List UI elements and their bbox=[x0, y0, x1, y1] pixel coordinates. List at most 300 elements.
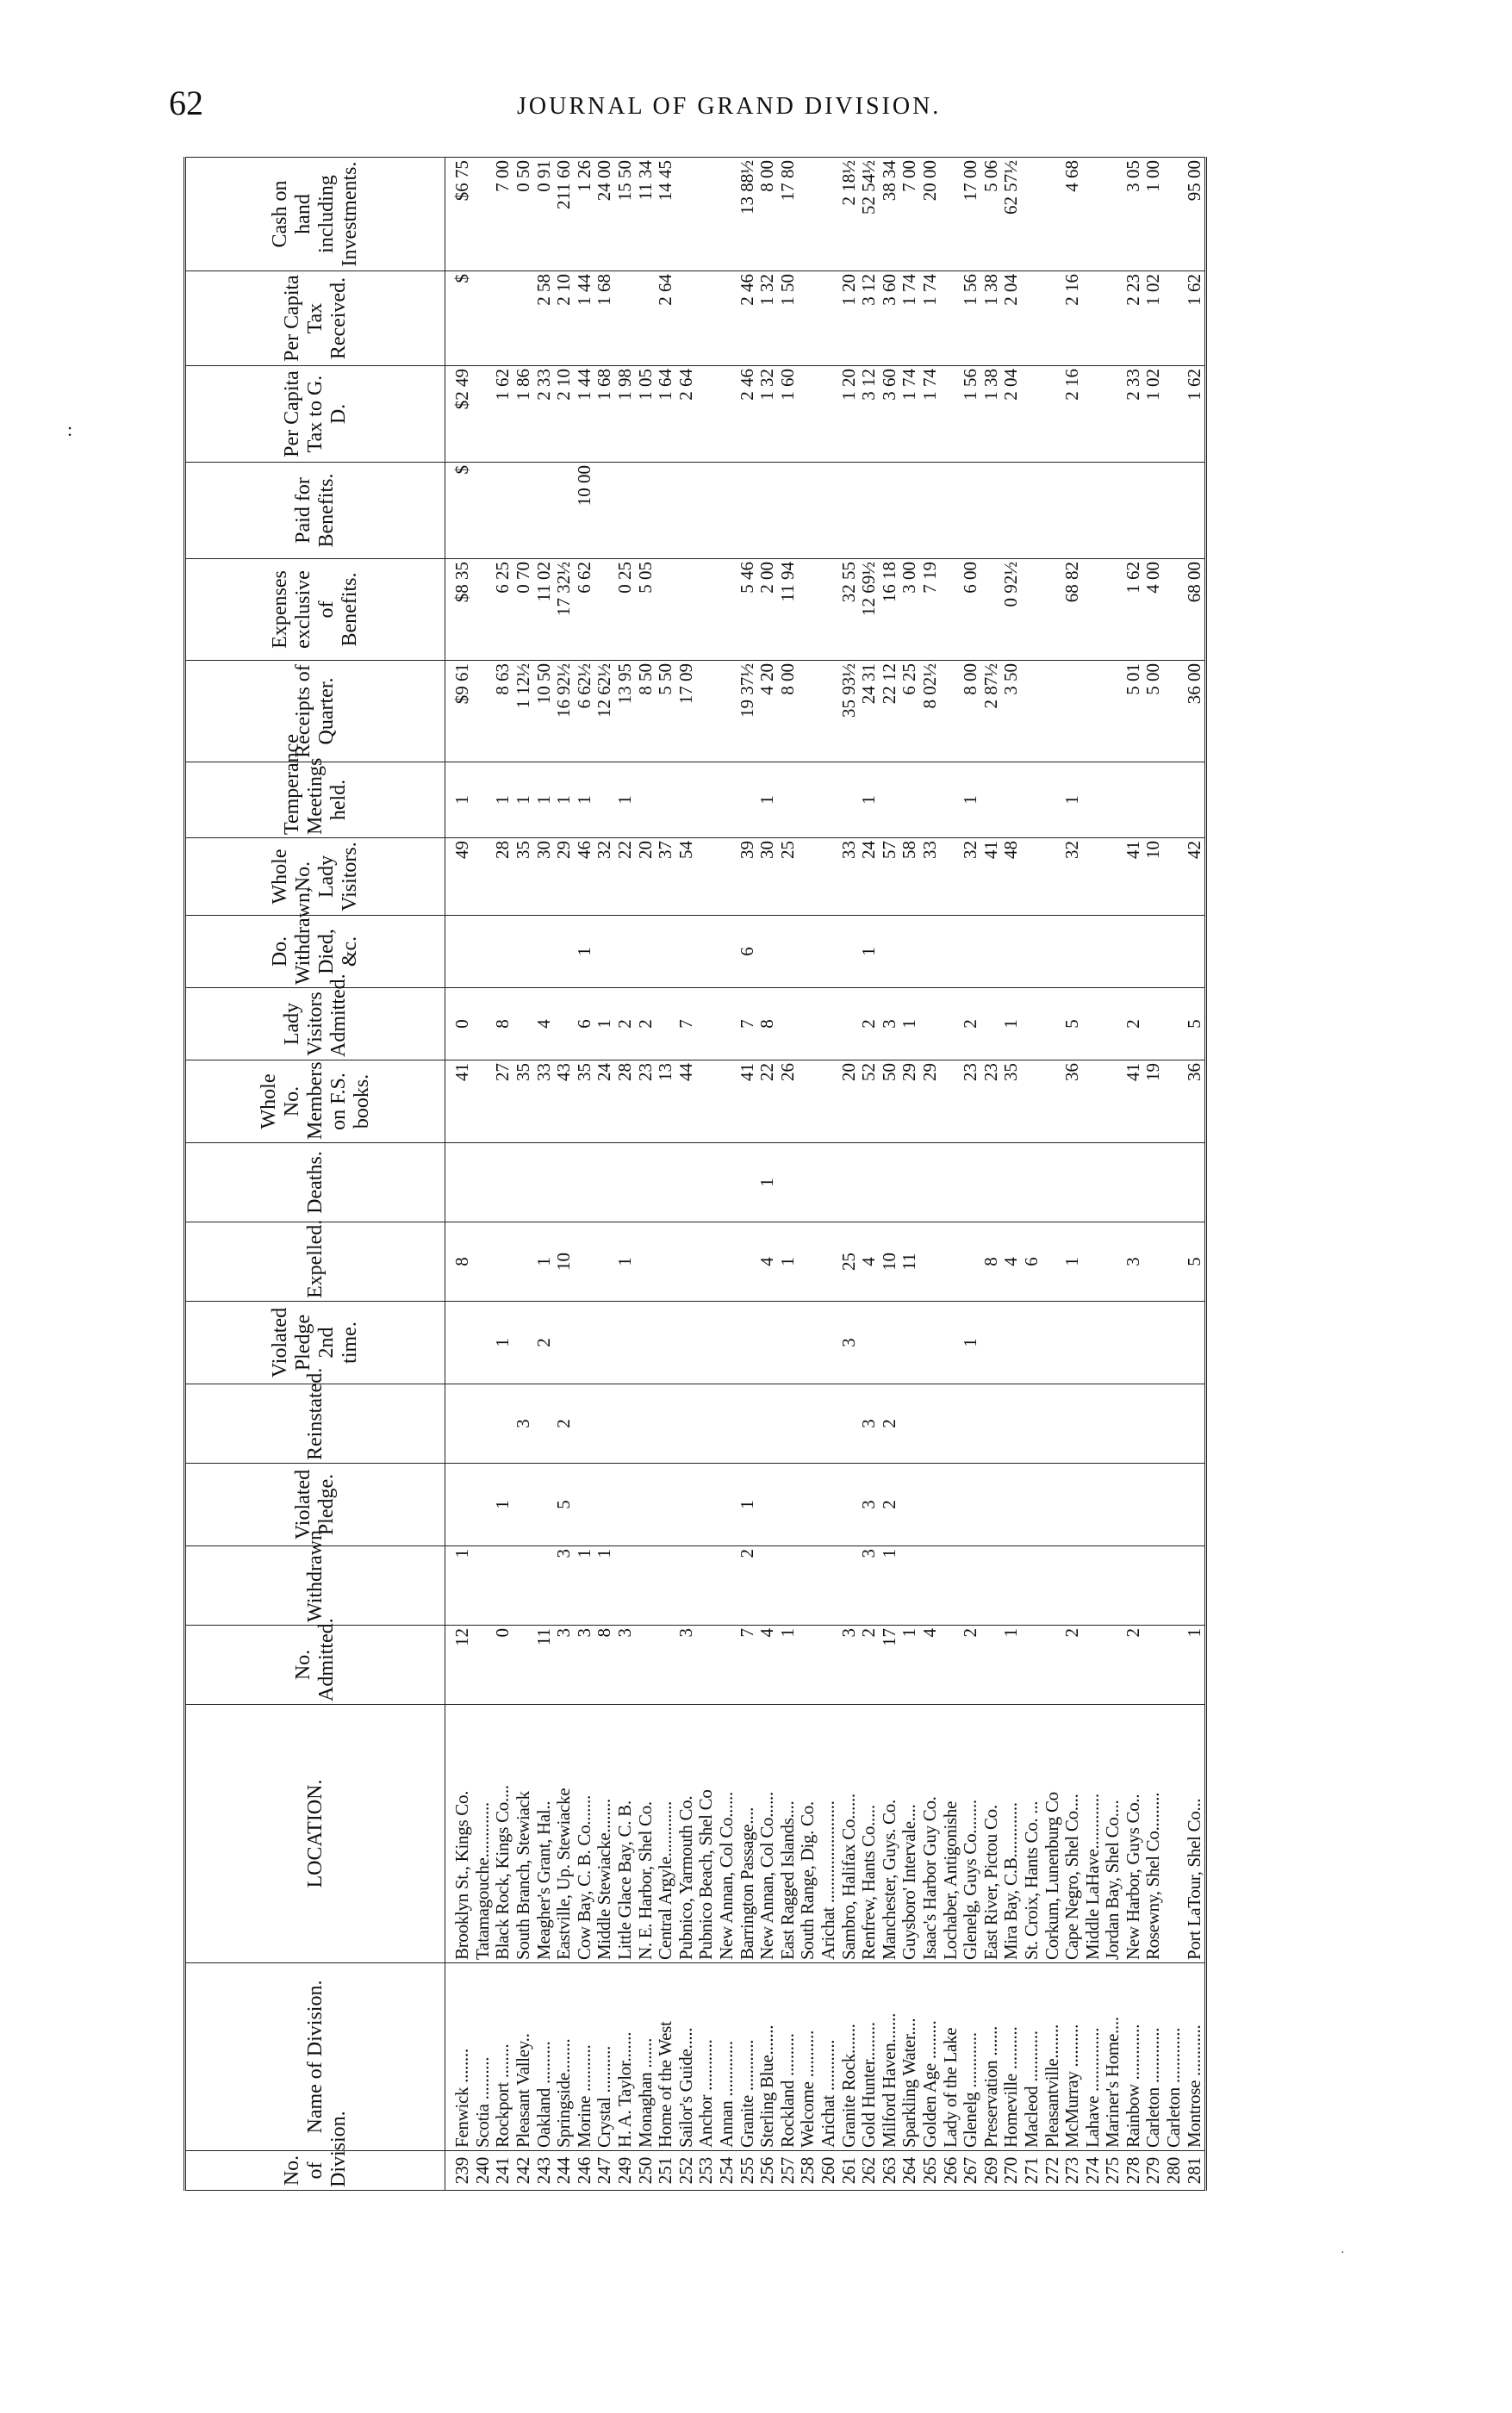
cell-violated2 bbox=[778, 1302, 799, 1384]
cell-members: 41 bbox=[1123, 1060, 1144, 1143]
cell-no: 272 bbox=[1042, 2151, 1062, 2191]
cell-no: 258 bbox=[798, 2151, 818, 2191]
cell-lady-withdrawn bbox=[1001, 916, 1022, 988]
cell-benefits bbox=[961, 463, 981, 559]
table-row bbox=[445, 158, 473, 2191]
cell-per-capita-gd: 1 62 bbox=[493, 366, 513, 463]
cell-members: 41 bbox=[737, 1060, 757, 1143]
cell-deaths bbox=[513, 1143, 534, 1222]
cell-benefits bbox=[1022, 463, 1042, 559]
cell-members bbox=[1042, 1060, 1062, 1143]
cell-no: 253 bbox=[696, 2151, 717, 2191]
cell-per-capita-recv bbox=[1022, 271, 1042, 366]
cell-per-capita-recv: 2 23 bbox=[1123, 271, 1144, 366]
table-row bbox=[818, 158, 839, 2191]
header-per-capita-gd: Per Capita Tax to G. D. bbox=[185, 366, 445, 463]
cell-per-capita-gd: 1 98 bbox=[615, 366, 636, 463]
cell-name: Monaghan ....... bbox=[635, 1963, 656, 2151]
cell-temperance bbox=[899, 762, 920, 838]
cell-benefits bbox=[554, 463, 575, 559]
cell-deaths bbox=[879, 1143, 899, 1222]
cell-receipts bbox=[1042, 661, 1062, 762]
cell-violated2 bbox=[473, 1302, 494, 1384]
cell-receipts bbox=[1022, 661, 1042, 762]
cell-deaths bbox=[445, 1143, 473, 1222]
cell-lady-withdrawn bbox=[818, 916, 839, 988]
cell-receipts: 3 50 bbox=[1001, 661, 1022, 762]
cell-deaths bbox=[838, 1143, 859, 1222]
cell-name: Rockport ........ bbox=[493, 1963, 513, 2151]
cell-temperance bbox=[696, 762, 717, 838]
cell-per-capita-gd: 1 62 bbox=[1184, 366, 1205, 463]
header-violated: Violated Pledge. bbox=[185, 1464, 445, 1546]
cell-withdrawn bbox=[818, 1546, 839, 1626]
header-cash: Cash on hand including Investments. bbox=[185, 158, 445, 271]
cell-per-capita-recv: 3 12 bbox=[859, 271, 880, 366]
cell-lady-visitors bbox=[1042, 838, 1062, 916]
cell-cash: 24 00 bbox=[594, 158, 615, 271]
cell-expenses bbox=[696, 559, 717, 661]
cell-temperance bbox=[676, 762, 697, 838]
cell-deaths bbox=[818, 1143, 839, 1222]
cell-location: Pubnico Beach, Shel Co bbox=[696, 1705, 717, 1963]
cell-expelled: 1 bbox=[533, 1222, 554, 1302]
cell-reinstated bbox=[920, 1384, 941, 1464]
cell-violated bbox=[920, 1464, 941, 1546]
table-row bbox=[1123, 158, 1144, 2191]
cell-reinstated bbox=[737, 1384, 757, 1464]
cell-benefits bbox=[1164, 463, 1185, 559]
cell-withdrawn bbox=[1123, 1546, 1144, 1626]
cell-deaths bbox=[1164, 1143, 1185, 1222]
cell-lady-admitted bbox=[1103, 988, 1123, 1060]
cell-lady-admitted bbox=[920, 988, 941, 1060]
cell-temperance: 1 bbox=[533, 762, 554, 838]
cell-violated2 bbox=[1001, 1302, 1022, 1384]
cell-no: 279 bbox=[1143, 2151, 1164, 2191]
cell-expenses: 11 94 bbox=[778, 559, 799, 661]
cell-lady-admitted bbox=[1022, 988, 1042, 1060]
cell-no: 242 bbox=[513, 2151, 534, 2191]
cell-receipts: 10 50 bbox=[533, 661, 554, 762]
cell-per-capita-gd bbox=[1082, 366, 1103, 463]
cell-receipts: 17 09 bbox=[676, 661, 697, 762]
cell-members: 24 bbox=[594, 1060, 615, 1143]
header-per-capita-recv: Per Capita Tax Received. bbox=[185, 271, 445, 366]
cell-reinstated bbox=[473, 1384, 494, 1464]
cell-violated2 bbox=[757, 1302, 778, 1384]
table-row bbox=[493, 158, 513, 2191]
cell-per-capita-gd: 1 32 bbox=[757, 366, 778, 463]
cell-benefits bbox=[1103, 463, 1123, 559]
header-reinstated: Reinstated. bbox=[185, 1384, 445, 1464]
cell-violated2 bbox=[1103, 1302, 1123, 1384]
cell-per-capita-recv bbox=[473, 271, 494, 366]
cell-withdrawn bbox=[717, 1546, 737, 1626]
cell-per-capita-gd: 3 60 bbox=[879, 366, 899, 463]
cell-expenses bbox=[798, 559, 818, 661]
cell-no: 257 bbox=[778, 2151, 799, 2191]
cell-violated bbox=[1103, 1464, 1123, 1546]
cell-violated2 bbox=[920, 1302, 941, 1384]
table-row bbox=[940, 158, 961, 2191]
cell-cash bbox=[717, 158, 737, 271]
cell-receipts bbox=[696, 661, 717, 762]
cell-lady-admitted: 1 bbox=[594, 988, 615, 1060]
cell-reinstated bbox=[961, 1384, 981, 1464]
cell-no: 249 bbox=[615, 2151, 636, 2191]
cell-per-capita-recv bbox=[513, 271, 534, 366]
cell-per-capita-gd: 1 64 bbox=[656, 366, 676, 463]
header-benefits: Paid for Benefits. bbox=[185, 463, 445, 559]
cell-temperance bbox=[473, 762, 494, 838]
cell-no: 273 bbox=[1062, 2151, 1083, 2191]
cell-withdrawn bbox=[533, 1546, 554, 1626]
cell-violated bbox=[757, 1464, 778, 1546]
cell-members: 35 bbox=[513, 1060, 534, 1143]
cell-temperance bbox=[1164, 762, 1185, 838]
cell-expenses: $8 35 bbox=[445, 559, 473, 661]
table-row bbox=[717, 158, 737, 2191]
cell-lady-visitors: 35 bbox=[513, 838, 534, 916]
cell-violated2 bbox=[859, 1302, 880, 1384]
cell-lady-withdrawn bbox=[1022, 916, 1042, 988]
cell-benefits: $ bbox=[445, 463, 473, 559]
cell-no: 250 bbox=[635, 2151, 656, 2191]
cell-members: 35 bbox=[1001, 1060, 1022, 1143]
cell-expelled: 3 bbox=[1123, 1222, 1144, 1302]
cell-expelled bbox=[798, 1222, 818, 1302]
cell-lady-withdrawn bbox=[1184, 916, 1205, 988]
cell-violated2 bbox=[594, 1302, 615, 1384]
cell-temperance bbox=[778, 762, 799, 838]
cell-expelled bbox=[493, 1222, 513, 1302]
cell-per-capita-gd bbox=[717, 366, 737, 463]
cell-deaths bbox=[1001, 1143, 1022, 1222]
cell-expelled: 11 bbox=[899, 1222, 920, 1302]
cell-location: Brooklyn St., Kings Co. bbox=[445, 1705, 473, 1963]
cell-withdrawn bbox=[980, 1546, 1001, 1626]
cell-name: Scotia .......... bbox=[473, 1963, 494, 2151]
cell-name: McMurray .......... bbox=[1062, 1963, 1083, 2151]
cell-deaths bbox=[920, 1143, 941, 1222]
cell-violated2: 1 bbox=[493, 1302, 513, 1384]
cell-admitted bbox=[940, 1626, 961, 1705]
cell-members: 33 bbox=[533, 1060, 554, 1143]
cell-lady-withdrawn bbox=[1143, 916, 1164, 988]
cell-lady-visitors bbox=[1164, 838, 1185, 916]
cell-expenses: 4 00 bbox=[1143, 559, 1164, 661]
cell-benefits bbox=[635, 463, 656, 559]
cell-cash: 20 00 bbox=[920, 158, 941, 271]
cell-per-capita-gd: 2 33 bbox=[1123, 366, 1144, 463]
table-row bbox=[635, 158, 656, 2191]
cell-admitted: 7 bbox=[737, 1626, 757, 1705]
cell-admitted bbox=[1082, 1626, 1103, 1705]
cell-expenses bbox=[940, 559, 961, 661]
cell-location: Middle LaHave............. bbox=[1082, 1705, 1103, 1963]
cell-cash bbox=[676, 158, 697, 271]
cell-members: 52 bbox=[859, 1060, 880, 1143]
cell-expelled: 8 bbox=[445, 1222, 473, 1302]
cell-temperance bbox=[594, 762, 615, 838]
cell-violated: 2 bbox=[879, 1464, 899, 1546]
cell-members: 28 bbox=[615, 1060, 636, 1143]
cell-expelled: 4 bbox=[859, 1222, 880, 1302]
cell-lady-admitted: 2 bbox=[961, 988, 981, 1060]
cell-lady-visitors: 28 bbox=[493, 838, 513, 916]
cell-violated2 bbox=[818, 1302, 839, 1384]
cell-violated2: 3 bbox=[838, 1302, 859, 1384]
header-deaths: Deaths. bbox=[185, 1143, 445, 1222]
cell-lady-admitted bbox=[1143, 988, 1164, 1060]
cell-violated bbox=[961, 1464, 981, 1546]
cell-reinstated bbox=[615, 1384, 636, 1464]
cell-per-capita-gd: 1 60 bbox=[778, 366, 799, 463]
cell-lady-withdrawn bbox=[717, 916, 737, 988]
cell-lady-admitted bbox=[1082, 988, 1103, 1060]
cell-no: 270 bbox=[1001, 2151, 1022, 2191]
cell-receipts bbox=[1062, 661, 1083, 762]
cell-benefits bbox=[778, 463, 799, 559]
cell-cash: 95 00 bbox=[1184, 158, 1205, 271]
table-row bbox=[778, 158, 799, 2191]
cell-admitted: 1 bbox=[1001, 1626, 1022, 1705]
cell-no: 251 bbox=[656, 2151, 676, 2191]
cell-per-capita-recv bbox=[1164, 271, 1185, 366]
cell-no: 280 bbox=[1164, 2151, 1185, 2191]
cell-per-capita-gd: 1 56 bbox=[961, 366, 981, 463]
cell-name: Mariner's Home.... bbox=[1103, 1963, 1123, 2151]
cell-members: 20 bbox=[838, 1060, 859, 1143]
cell-members bbox=[1103, 1060, 1123, 1143]
cell-lady-admitted: 1 bbox=[1001, 988, 1022, 1060]
cell-location: Little Glace Bay, C. B. bbox=[615, 1705, 636, 1963]
page-number: 62 bbox=[169, 84, 203, 122]
cell-lady-visitors: 32 bbox=[594, 838, 615, 916]
cell-admitted: 8 bbox=[594, 1626, 615, 1705]
cell-lady-withdrawn bbox=[920, 916, 941, 988]
cell-per-capita-recv bbox=[1082, 271, 1103, 366]
cell-reinstated bbox=[656, 1384, 676, 1464]
cell-temperance bbox=[656, 762, 676, 838]
cell-expenses bbox=[594, 559, 615, 661]
cell-members: 23 bbox=[980, 1060, 1001, 1143]
cell-temperance bbox=[980, 762, 1001, 838]
cell-violated2 bbox=[615, 1302, 636, 1384]
cell-receipts: 6 62½ bbox=[575, 661, 595, 762]
cell-temperance bbox=[1123, 762, 1144, 838]
cell-lady-withdrawn bbox=[1062, 916, 1083, 988]
header-receipts: Receipts of Quarter. bbox=[185, 661, 445, 762]
cell-admitted: 1 bbox=[778, 1626, 799, 1705]
rotated-table-frame bbox=[184, 160, 1433, 2191]
table-row bbox=[798, 158, 818, 2191]
cell-per-capita-gd: 2 64 bbox=[676, 366, 697, 463]
cell-lady-admitted: 0 bbox=[445, 988, 473, 1060]
cell-cash: 3 05 bbox=[1123, 158, 1144, 271]
cell-lady-withdrawn bbox=[615, 916, 636, 988]
cell-withdrawn: 1 bbox=[575, 1546, 595, 1626]
cell-per-capita-gd bbox=[1022, 366, 1042, 463]
cell-benefits bbox=[798, 463, 818, 559]
cell-name: Granite Rock....... bbox=[838, 1963, 859, 2151]
cell-expelled bbox=[818, 1222, 839, 1302]
cell-receipts: $9 61 bbox=[445, 661, 473, 762]
cell-admitted bbox=[1022, 1626, 1042, 1705]
cell-cash bbox=[1082, 158, 1103, 271]
cell-withdrawn bbox=[961, 1546, 981, 1626]
cell-members: 29 bbox=[920, 1060, 941, 1143]
cell-per-capita-gd: 2 16 bbox=[1062, 366, 1083, 463]
cell-cash: 62 57½ bbox=[1001, 158, 1022, 271]
cell-lady-admitted: 2 bbox=[859, 988, 880, 1060]
cell-expenses bbox=[1082, 559, 1103, 661]
cell-violated bbox=[798, 1464, 818, 1546]
cell-expelled: 1 bbox=[1062, 1222, 1083, 1302]
cell-expelled bbox=[635, 1222, 656, 1302]
cell-receipts: 8 02½ bbox=[920, 661, 941, 762]
cell-admitted bbox=[818, 1626, 839, 1705]
cell-withdrawn bbox=[656, 1546, 676, 1626]
cell-expelled bbox=[1082, 1222, 1103, 1302]
cell-name: Glenelg ............. bbox=[961, 1963, 981, 2151]
cell-members: 36 bbox=[1184, 1060, 1205, 1143]
cell-per-capita-recv: 1 50 bbox=[778, 271, 799, 366]
cell-receipts bbox=[717, 661, 737, 762]
cell-admitted bbox=[980, 1626, 1001, 1705]
cell-deaths bbox=[1123, 1143, 1144, 1222]
cell-cash bbox=[1103, 158, 1123, 271]
cell-name: Macleod ............ bbox=[1022, 1963, 1042, 2151]
cell-lady-visitors: 46 bbox=[575, 838, 595, 916]
cell-reinstated bbox=[980, 1384, 1001, 1464]
cell-per-capita-gd: 1 74 bbox=[920, 366, 941, 463]
cell-members bbox=[1022, 1060, 1042, 1143]
cell-admitted bbox=[1164, 1626, 1185, 1705]
cell-receipts bbox=[1103, 661, 1123, 762]
cell-expelled bbox=[940, 1222, 961, 1302]
cell-members: 27 bbox=[493, 1060, 513, 1143]
cell-lady-visitors bbox=[1082, 838, 1103, 916]
cell-withdrawn bbox=[513, 1546, 534, 1626]
header-expenses: Expenses exclusive of Benefits. bbox=[185, 559, 445, 661]
cell-per-capita-recv bbox=[635, 271, 656, 366]
cell-deaths bbox=[615, 1143, 636, 1222]
cell-deaths bbox=[1062, 1143, 1083, 1222]
cell-reinstated bbox=[1022, 1384, 1042, 1464]
cell-location: Sambro, Halifax Co...... bbox=[838, 1705, 859, 1963]
cell-withdrawn bbox=[1042, 1546, 1062, 1626]
cell-per-capita-recv: 1 02 bbox=[1143, 271, 1164, 366]
cell-location: Middle Stewiacke........ bbox=[594, 1705, 615, 1963]
cell-benefits bbox=[940, 463, 961, 559]
cell-per-capita-gd: 2 04 bbox=[1001, 366, 1022, 463]
cell-lady-visitors: 42 bbox=[1184, 838, 1205, 916]
cell-withdrawn bbox=[838, 1546, 859, 1626]
cell-admitted: 3 bbox=[676, 1626, 697, 1705]
cell-per-capita-recv: 1 74 bbox=[899, 271, 920, 366]
cell-violated bbox=[1123, 1464, 1144, 1546]
cell-lady-withdrawn bbox=[533, 916, 554, 988]
cell-lady-visitors: 41 bbox=[1123, 838, 1144, 916]
cell-name: Lady of the Lake bbox=[940, 1963, 961, 2151]
cell-lady-admitted bbox=[838, 988, 859, 1060]
cell-expelled: 6 bbox=[1022, 1222, 1042, 1302]
cell-lady-visitors: 30 bbox=[757, 838, 778, 916]
cell-withdrawn: 3 bbox=[859, 1546, 880, 1626]
cell-temperance bbox=[940, 762, 961, 838]
cell-lady-admitted: 5 bbox=[1184, 988, 1205, 1060]
table-row bbox=[473, 158, 494, 2191]
cell-location: Lochaber, Antigonishe bbox=[940, 1705, 961, 1963]
cell-receipts: 8 50 bbox=[635, 661, 656, 762]
cell-violated2 bbox=[980, 1302, 1001, 1384]
table-row bbox=[696, 158, 717, 2191]
cell-withdrawn bbox=[940, 1546, 961, 1626]
cell-violated bbox=[575, 1464, 595, 1546]
cell-expenses bbox=[1103, 559, 1123, 661]
header-lady-withdrawn: Do. Withdrawn, Died, &c. bbox=[185, 916, 445, 988]
cell-admitted: 3 bbox=[554, 1626, 575, 1705]
cell-lady-visitors bbox=[473, 838, 494, 916]
cell-receipts: 19 37½ bbox=[737, 661, 757, 762]
cell-violated: 1 bbox=[737, 1464, 757, 1546]
cell-cash: 17 80 bbox=[778, 158, 799, 271]
cell-receipts bbox=[940, 661, 961, 762]
cell-benefits bbox=[818, 463, 839, 559]
table-row bbox=[615, 158, 636, 2191]
cell-violated bbox=[1082, 1464, 1103, 1546]
cell-expenses bbox=[473, 559, 494, 661]
cell-admitted: 11 bbox=[533, 1626, 554, 1705]
cell-admitted bbox=[798, 1626, 818, 1705]
cell-name: Pleasant Valley.. bbox=[513, 1963, 534, 2151]
cell-no: 240 bbox=[473, 2151, 494, 2191]
cell-receipts: 8 00 bbox=[778, 661, 799, 762]
cell-location: Cow Bay, C. B. Co....... bbox=[575, 1705, 595, 1963]
cell-expenses: 0 25 bbox=[615, 559, 636, 661]
cell-members: 19 bbox=[1143, 1060, 1164, 1143]
cell-deaths bbox=[594, 1143, 615, 1222]
cell-benefits bbox=[980, 463, 1001, 559]
cell-reinstated bbox=[778, 1384, 799, 1464]
cell-lady-withdrawn bbox=[554, 916, 575, 988]
cell-benefits bbox=[656, 463, 676, 559]
cell-reinstated bbox=[1164, 1384, 1185, 1464]
cell-admitted: 4 bbox=[920, 1626, 941, 1705]
cell-cash: 4 68 bbox=[1062, 158, 1083, 271]
cell-withdrawn bbox=[1082, 1546, 1103, 1626]
cell-deaths bbox=[717, 1143, 737, 1222]
cell-lady-admitted: 3 bbox=[879, 988, 899, 1060]
cell-temperance bbox=[635, 762, 656, 838]
cell-violated2 bbox=[1123, 1302, 1144, 1384]
cell-admitted: 0 bbox=[493, 1626, 513, 1705]
cell-admitted: 2 bbox=[859, 1626, 880, 1705]
cell-receipts: 13 95 bbox=[615, 661, 636, 762]
cell-benefits bbox=[533, 463, 554, 559]
cell-deaths bbox=[940, 1143, 961, 1222]
cell-name: Rainbow ............. bbox=[1123, 1963, 1144, 2151]
cell-lady-visitors: 57 bbox=[879, 838, 899, 916]
header-violated2: Violated Pledge 2nd time. bbox=[185, 1302, 445, 1384]
cell-expenses: 6 62 bbox=[575, 559, 595, 661]
cell-violated2: 2 bbox=[533, 1302, 554, 1384]
division-returns-table bbox=[184, 157, 1207, 2191]
cell-violated2 bbox=[717, 1302, 737, 1384]
cell-benefits bbox=[879, 463, 899, 559]
